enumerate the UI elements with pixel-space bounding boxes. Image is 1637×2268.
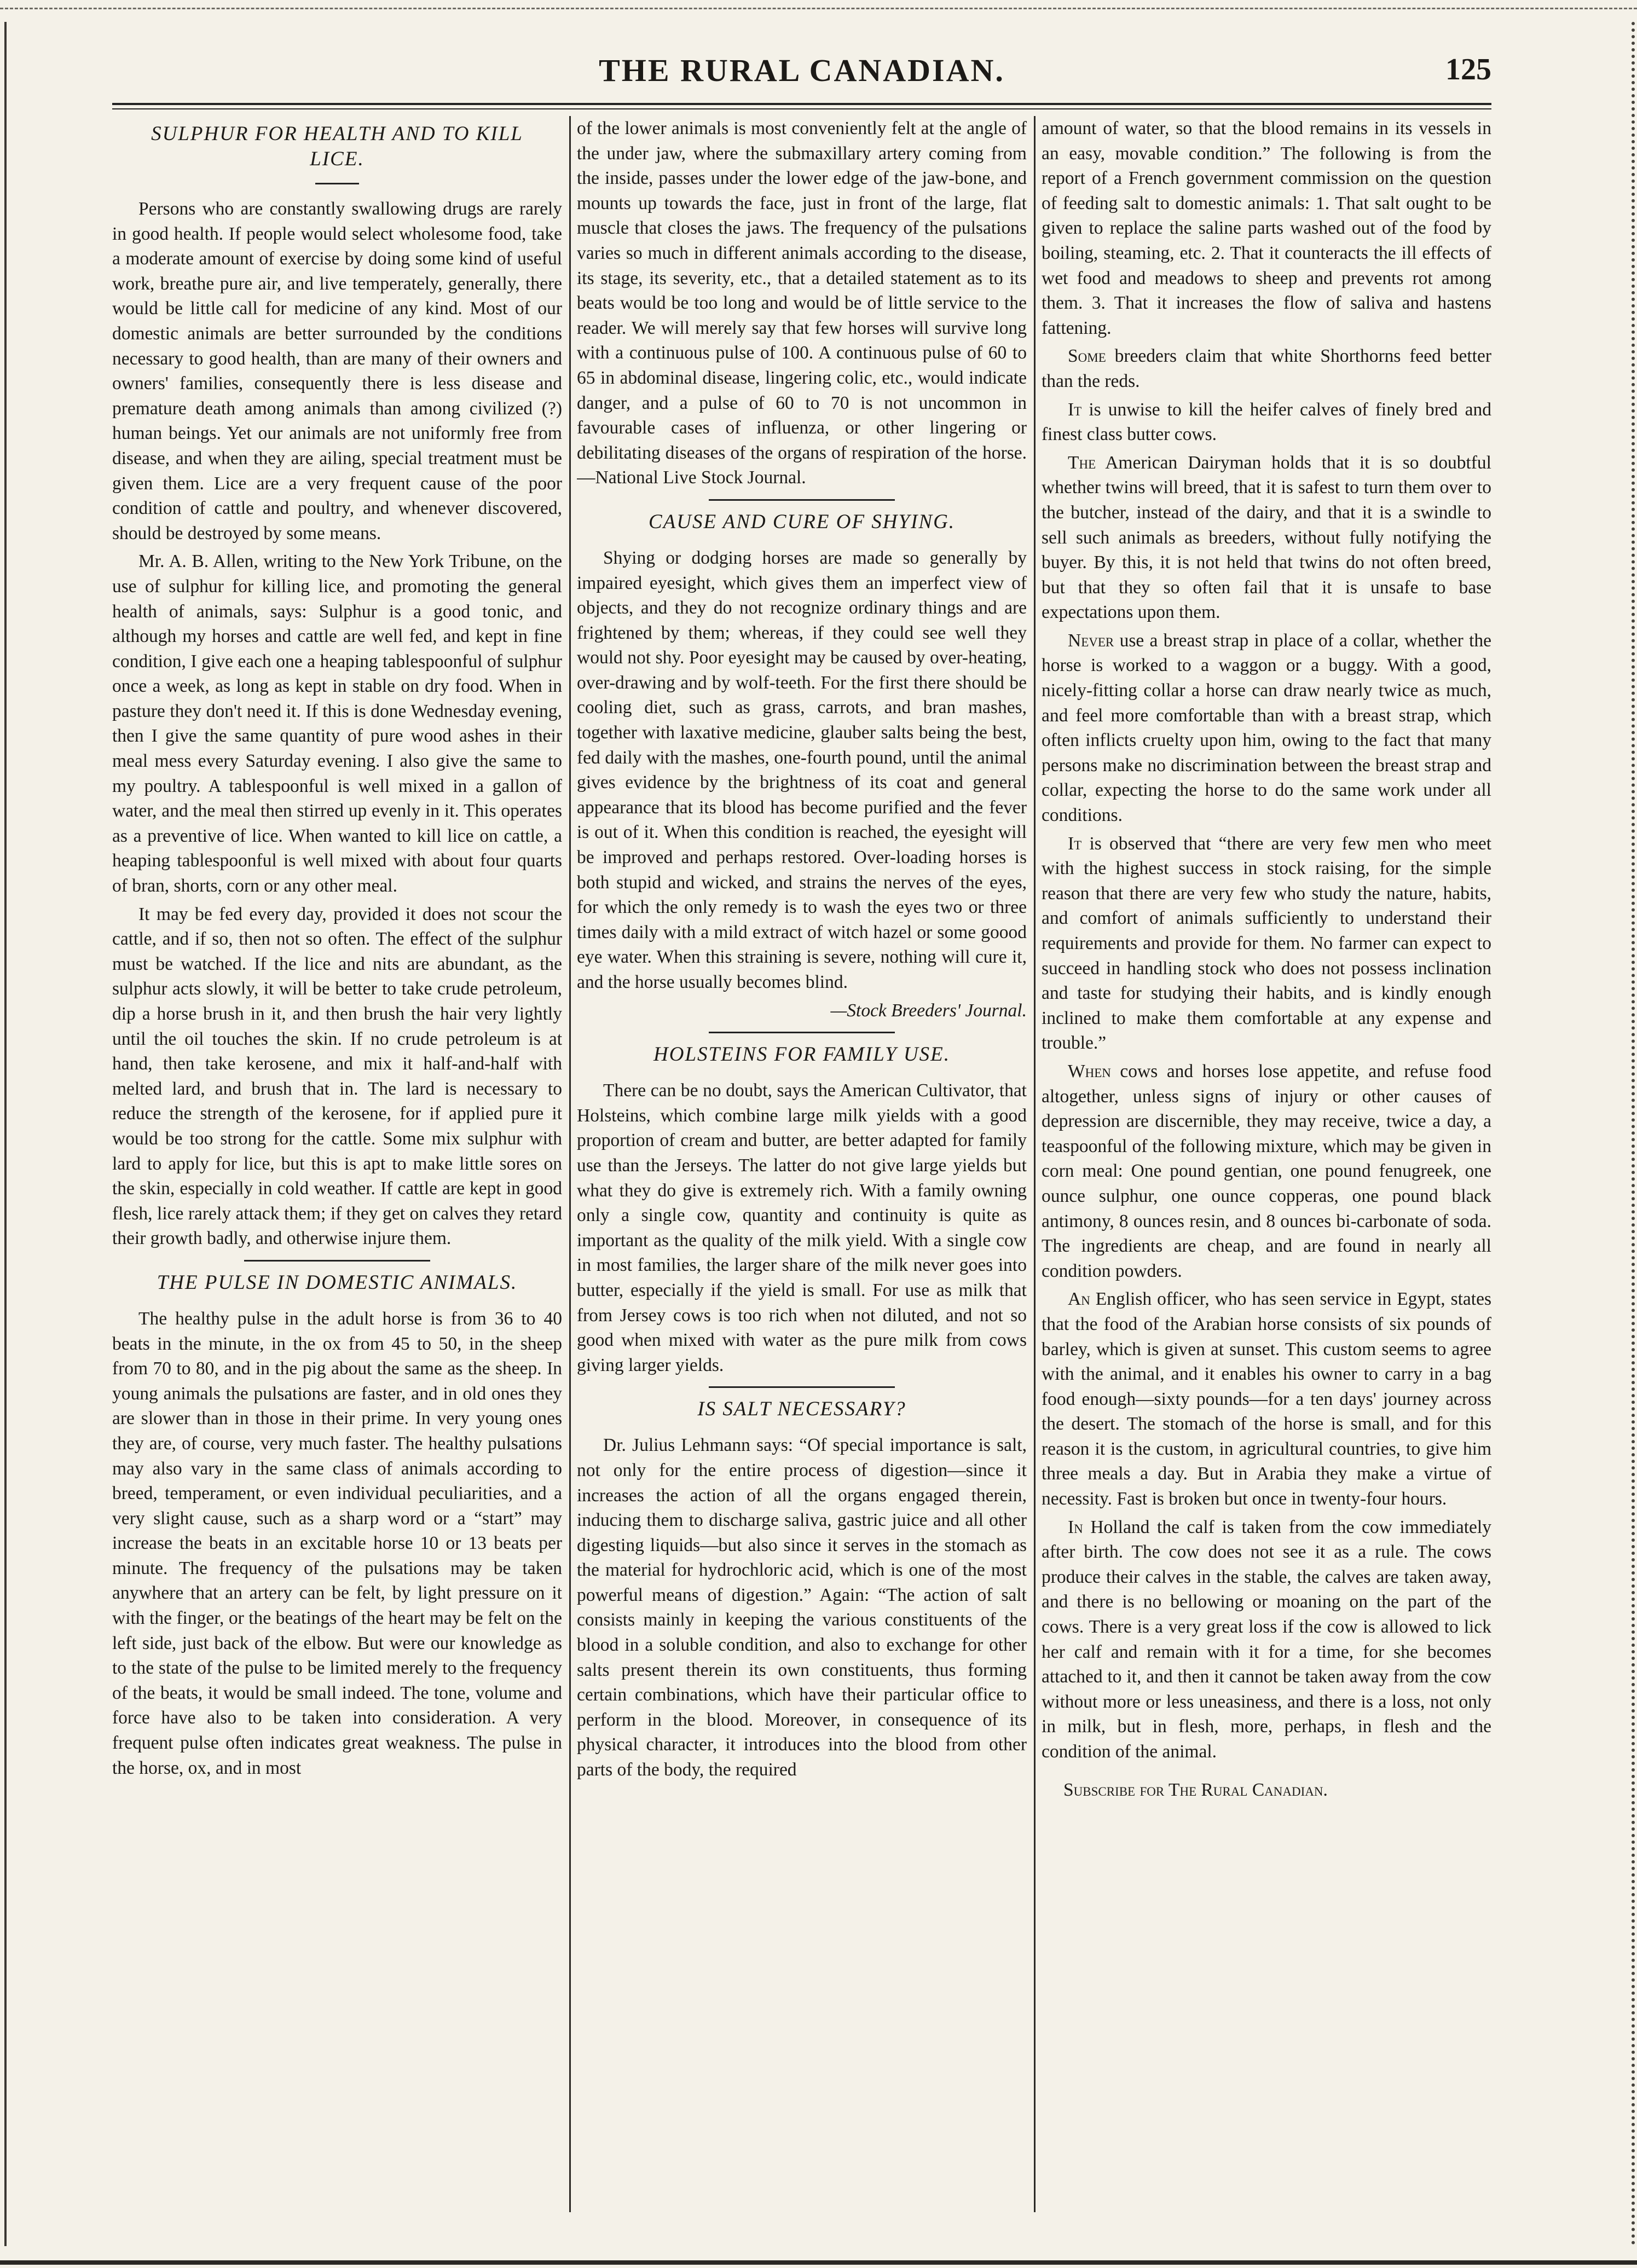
- paragraph: Mr. A. B. Allen, writing to the New York Tribune, on the use of sulphur for killing lice, and promoting the general health of animals, says: Sulphur is a good tonic, and although my horses and cattle are well fed, and kept in fine condition, I give each one a heaping tablespoonful of sulphur once a week, as long as kept in stable on dry food. When in pasture they don't need it. If this is done Wednesday evening, then I give the same quantity of pure wood ashes in their meal mess every Saturday evening. I also give the same to my poultry. A tablespoonful is well mixed in a gallon of water, and the meal then stirred up evenly in it. This operates as a preventive of lice. When wanted to kill lice on cattle, a heaping tablespoonful is well mixed with about four quarts of bran, shorts, corn or any other meal.: [112, 551, 562, 896]
- lead-word: The: [1068, 452, 1096, 473]
- paragraph: [1042, 344, 1491, 394]
- paragraph-text: use a breast strap in place of a collar, whether the horse is worked to a waggon or a buggy. With a good, nicely-fitting collar a horse can draw nearly twice as much, and feel more comfortable than with a breast strap, which often inflicts cruelty upon him, owing to the fact that many persons make no discrimination between the breast strap and collar, expecting the horse to do the same work under all conditions.: [1042, 630, 1491, 826]
- heading-rule: [315, 183, 359, 184]
- bottom-edge-rule: [0, 2260, 1637, 2265]
- lead-word: It: [1068, 833, 1082, 854]
- paragraph: [1042, 831, 1491, 1056]
- paragraph: The healthy pulse in the adult horse is from 36 to 40 beats in the minute, in the ox from 45 to 50, in the sheep from 70 to 80, and in the pig about the same as the sheep. In young animals the pulsations are faster, and in old ones they are slower than in those in their prime. In very young ones they are, of course, very much faster. The healthy pulsations may also vary in the same class of animals according to breed, temperament, or even individual peculiarities, and a very slight cause, such as a sharp word or a “start” may increase the beats in an excitable horse 10 or 13 beats per minute. The frequency of the pulsations may be taken anywhere that an artery can be felt, by light pressure on it with the finger, or the beatings of the heart may be felt on the left side, just back of the elbow. But were our knowledge as to the state of the pulse to be limited merely to the frequency of the beats, it would be small indeed. The tone, volume and force have also to be taken into consideration. A very frequent pulse often indicates great weakness. The pulse in the horse, ox, and in most: [112, 1308, 562, 1778]
- source-credit: —Stock Breeders' Journal.: [830, 1000, 1027, 1021]
- article-separator: [709, 1386, 895, 1388]
- header-rule-thin: [112, 108, 1491, 109]
- paragraph: [1042, 1059, 1491, 1283]
- paragraph: There can be no doubt, says the American Cultivator, that Holsteins, which combine large milk yields with a good proportion of cream and butter, are better adapted for family use than the Jerseys. The latter do not give large yields but what they do give is extremely rich. With a family owning only a single cow, quantity and continuity is quite as important as the quality of the milk yield. With a single cow in most families, the larger share of the milk never goes into butter, especially if the yield is small. For use as milk that from Jersey cows is too rich when not diluted, and not so good when mixed with water as the pure milk from cows giving larger yields.: [577, 1080, 1027, 1375]
- column-2: [577, 116, 1027, 2212]
- article-separator: [709, 499, 895, 501]
- paragraph-text: cows and horses lose appetite, and refuse food altogether, unless signs of injury or other causes of depression are discernible, they may receive, twice a day, a teaspoonful of the following mixture, which may be given in corn meal: One pound gentian, one pound fenugreek, one ounce sulphur, one ounce copperas, one pound black antimony, 8 ounces resin, and 8 ounces bi-carbonate of soda. The ingredients are cheap, and are found in nearly all condition powders.: [1042, 1061, 1491, 1281]
- right-page-edge: [1621, 22, 1635, 2246]
- paragraph: [1042, 397, 1491, 447]
- paragraph: [1042, 628, 1491, 828]
- column-3: [1042, 116, 1491, 2212]
- paragraph-text: is unwise to kill the heifer calves of finely bred and finest class butter cows.: [1042, 399, 1491, 445]
- paragraph: [1042, 450, 1491, 625]
- article-heading: HOLSTEINS FOR FAMILY USE.: [653, 1043, 950, 1066]
- paragraph: Persons who are constantly swallowing drugs are rarely in good health. If people would select wholesome food, take a moderate amount of exercise by doing some kind of useful work, breathe pure air, and live temperately, generally, there would be little call for medicine of any kind. Most of our domestic animals are better surrounded by the conditions necessary to good health, than are many of their owners and owners' families, consequently there is less disease and premature death among animals than among civilized (?) human beings. Yet our animals are not uniformly free from disease, and when they are ailing, special treatment must be given them. Lice are a very frequent cause of the poor condition of cattle and poultry, and whenever discovered, should be destroyed by some means.: [112, 199, 562, 543]
- article-separator: [709, 1032, 895, 1033]
- lead-word: Some: [1068, 346, 1106, 367]
- article-heading: SULPHUR FOR HEALTH AND TO KILL LICE.: [151, 123, 523, 170]
- top-edge-rule: [0, 8, 1637, 9]
- paragraph-text: American Dairyman holds that it is so doubtful whether twins will breed, that it is safest to turn them over to the butcher, instead of the dairy, and that it is a swindle to sell such animals as breeders, without fully notifying the buyer. By this, it is not held that twins do not often breed, but that they so often fail that it is unsafe to base expectations upon them.: [1042, 452, 1491, 623]
- paragraph: amount of water, so that the blood remains in its vessels in an easy, movable condition.” The following is from the report of a French government commission on the question of feeding salt to domestic animals: 1. That salt ought to be given to replace the saline parts washed out of the food by boiling, steaming, etc. 2. That it counteracts the ill effects of wet food and meadows to sheep and prevents rot among them. 3. That it increases the flow of saliva and hastens fattening.: [1042, 118, 1491, 338]
- paragraph-text: Holland the calf is taken from the cow immediately after birth. The cow does not see it as a rule. The cows produce their calves in the stable, the calves are taken away, and there is no bellowing or moaning on the part of the cows. There is a very great loss if the cow is allowed to lick her calf and remain with it for a time, for she becomes attached to it, and then it cannot be taken away from the cow without more or less uneasiness, and there is a loss, not only in milk, but in flesh, more, perhaps, in flesh and the condition of the animal.: [1042, 1517, 1491, 1762]
- article-columns: [112, 116, 1491, 2212]
- paragraph: Shying or dodging horses are made so generally by impaired eyesight, which gives them an imperfect view of objects, and they do not recognize ordinary things and are frightened by them; whereas, if they could see well they would not shy. Poor eyesight may be caused by over-heating, over-drawing and by wolf-teeth. For the first there should be cooling diet, such as grass, carrots, and bran mashes, together with laxative medicine, glauber salts being the best, fed daily with the mashes, one-fourth pound, until the animal gives evidence by the brightness of its coat and general appearance that its blood has become purified and the fever is out of it. When this condition is reached, the eyesight will be improved and perhaps restored. Over-loading horses is both stupid and wicked, and strains the nerves of the eyes, for which the only remedy is to wash the eyes two or three times daily with a mild extract of witch hazel or some goood eye water. When this straining is severe, nothing will cure it, and the horse usually becomes blind.: [577, 547, 1027, 992]
- left-page-edge: [4, 22, 12, 2246]
- article-heading: THE PULSE IN DOMESTIC ANIMALS.: [157, 1271, 518, 1294]
- page-header: [112, 52, 1491, 96]
- header-rule: [112, 103, 1491, 105]
- lead-word: An: [1068, 1289, 1090, 1310]
- lead-word: Never: [1068, 630, 1114, 651]
- paragraph: [1042, 1287, 1491, 1511]
- subscribe-notice: Subscribe for The Rural Canadian.: [1063, 1779, 1328, 1800]
- column-1: [112, 116, 562, 2212]
- paragraph-text: breeders claim that white Shorthorns feed better than the reds.: [1042, 346, 1491, 391]
- article-heading: IS SALT NECESSARY?: [697, 1398, 906, 1421]
- article-separator: [244, 1260, 430, 1262]
- masthead-title: THE RURAL CANADIAN.: [599, 53, 1005, 88]
- article-heading: CAUSE AND CURE OF SHYING.: [648, 510, 956, 533]
- paragraph-text: English officer, who has seen service in Egypt, states that the food of the Arabian horse consists of six pounds of barley, which is given at sunset. This custom seems to agree with the animal, and it enables his owner to carry in a bag food enough—sixty pounds—for a ten days' journey across the desert. The stomach of the horse is small, and for this reason it is the custom, in agricultural countries, to give him three meals a day. But in Arabia they make a virtue of necessity. Fast is broken but once in twenty-four hours.: [1042, 1289, 1491, 1509]
- lead-word: In: [1068, 1517, 1083, 1537]
- lead-word: When: [1068, 1061, 1111, 1081]
- paragraph-text: is observed that “there are very few men who meet with the highest success in stock raising, for the simple reason that there are very few who study the nature, habits, and comfort of animals sufficiently to understand their requirements and provide for them. No farmer can expect to succeed in handling stock who does not possess inclination and taste for studying their habits, and is kindly enough inclined to make them comfortable at any expense and trouble.”: [1042, 833, 1491, 1054]
- paragraph: of the lower animals is most conveniently felt at the angle of the under jaw, where the submaxillary artery coming from the inside, passes under the lower edge of the jaw-bone, and mounts up towards the face, just in front of the large, flat muscle that closes the jaws. The frequency of the pulsations varies so much in different animals according to the disease, its stage, its severity, etc., that a detailed statement as to its beats would be too long and would be of little service to the reader. We will merely say that few horses will survive long with a continuous pulse of 100. A continuous pulse of 60 to 65 in abdominal disease, lingering colic, etc., would indicate danger, and a pulse of 60 to 70 is not uncommon in favourable cases of influenza, or other lingering or debilitating diseases of the organs of respiration of the horse.—National Live Stock Journal.: [577, 118, 1027, 488]
- paragraph: Dr. Julius Lehmann says: “Of special importance is salt, not only for the entire process of digestion—since it increases the action of all the organs engaged therein, inducing them to discharge saliva, gastric juice and all other digesting liquids—but also since it serves in the stomach as the material for hydrochloric acid, which is one of the most powerful means of digestion.” Again: “The action of salt consists mainly in keeping the various constituents of the blood in a soluble condition, and also to exchange for other salts present therein its own constituents, thus forming certain combinations, which have their particular office to perform in the blood. Moreover, in consequence of its physical character, it introduces into the blood from other parts of the body, the required: [577, 1435, 1027, 1780]
- paragraph: It may be fed every day, provided it does not scour the cattle, and if so, then not so often. The effect of the sulphur must be watched. If the lice and nits are abundant, as the sulphur acts slowly, it will be better to take crude petroleum, dip a horse brush in it, and then brush the hair very lightly until the oil touches the skin. If no crude petroleum is at hand, then take kerosene, and mix it half-and-half with melted lard, and brush that in. The lard is necessary to reduce the strength of the kerosene, for if applied pure it would be too strong for the cattle. Some mix sulphur with lard to apply for lice, but this is apt to make little sores on the skin, especially in cold weather. If cattle are kept in good flesh, lice rarely attack them; if they get on calves they retard their growth badly, and otherwise injure them.: [112, 904, 562, 1249]
- lead-word: It: [1068, 399, 1082, 420]
- paragraph: [1042, 1515, 1491, 1764]
- page-number: 125: [1445, 53, 1491, 86]
